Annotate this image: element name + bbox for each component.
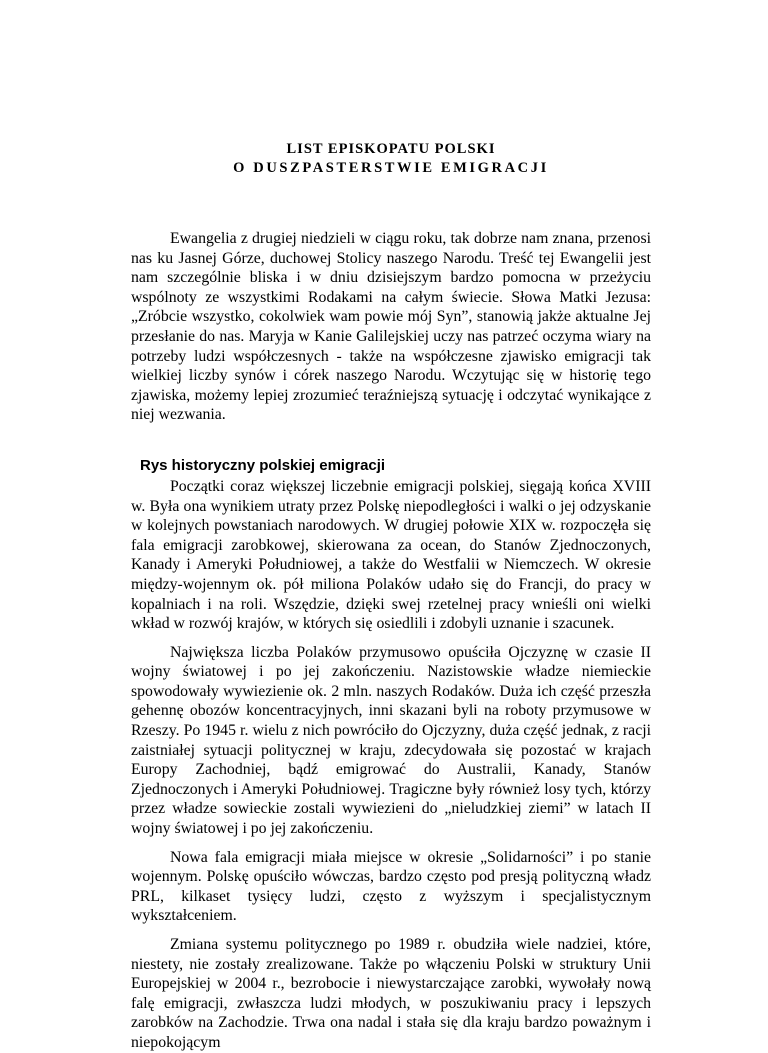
- section-heading: Rys historyczny polskiej emigracji: [140, 456, 386, 474]
- document-page: [131, 140, 651, 1053]
- body-paragraph: Początki coraz większej liczebnie emigracji polskiej, sięgają końca XVIII w. Była ona wynikiem utraty przez Polskę niepodległości i walki o jej odzyskanie w kolejnych powstaniach narodowych. W drugiej połowie XIX w. rozpoczęła się fala emigracji zarobkowej, skierowana za ocean, do Stanów Zjednoczonych, Kanady i Ameryki Południowej, a także do Westfalii w Niemczech. W okresie między-wojennym ok. pół miliona Polaków udało się do Francji, do pracy w kopalniach i na roli. Wszędzie, dzięki swej rzetelnej pracy wnieśli oni wielki wkład w rozwój krajów, w których się osiedlili i zdobyli uznanie i szacunek.: [131, 477, 651, 633]
- title-line-2: O DUSZPASTERSTWIE EMIGRACJI: [233, 160, 549, 176]
- intro-paragraph: Ewangelia z drugiej niedzieli w ciągu roku, tak dobrze nam znana, przenosi nas ku Jasnej Górze, duchowej Stolicy naszego Narodu. Treść tej Ewangelii jest nam szczególnie bliska i w dniu dzisiejszym bardzo pomocna w przeżyciu wspólnoty ze wszystkimi Rodakami na całym świecie. Słowa Matki Jezusa: „Zróbcie wszystko, cokolwiek wam powie mój Syn”, stanowią jakże aktualne Jej przesłanie do nas. Maryja w Kanie Galilejskiej uczy nas patrzeć oczyma wiary na potrzeby ludzi współczesnych - także na współczesne zjawisko emigracji tak wielkiej liczby synów i córek naszego Narodu. Wczytując się w historię tego zjawiska, możemy lepiej zrozumieć teraźniejszą sytuację i odczytać wynikające z niej wezwania.: [131, 230, 651, 424]
- body-paragraph: Zmiana systemu politycznego po 1989 r. obudziła wiele nadziei, które, niestety, nie zostały zrealizowane. Także po włączeniu Polski w struktury Unii Europejskiej w 2004 r., bezrobocie i niewystarczające zarobki, wywołały nową falę emigracji, zwłaszcza ludzi młodych, w poszukiwaniu pracy i lepszych zarobków na Zachodzie. Trwa ona nadal i stała się dla kraju bardzo poważnym i niepokojącym: [131, 936, 651, 1051]
- body-paragraph: Nowa fala emigracji miała miejsce w okresie „Solidarności” i po stanie wojennym. Polskę opuściło wówczas, bardzo często pod presją polityczną władz PRL, kilkaset tysięcy ludzi, często z wyższym i specjalistycznym wykształceniem.: [131, 848, 651, 925]
- body-paragraph: Największa liczba Polaków przymusowo opuściła Ojczyznę w czasie II wojny światowej i po jej zakończeniu. Nazistowskie władze niemieckie spowodowały wywiezienie ok. 2 mln. naszych Rodaków. Duża ich część przeszła gehennę obozów koncentracyjnych, inni skazani byli na roboty przymusowe w Rzeszy. Po 1945 r. wielu z nich powróciło do Ojczyzny, duża część jednak, z racji zaistniałej sytuacji politycznej w kraju, zdecydowała się pozostać w krajach Europy Zachodniej, bądź emigrować do Australii, Kanady, Stanów Zjednoczonych i Ameryki Południowej. Tragiczne były również losy tych, którzy przez władze sowieckie zostali wywiezieni do „nieludzkiej ziemi” w latach II wojny światowej i po jej zakończeniu.: [131, 643, 651, 838]
- title-line-1: LIST EPISKOPATU POLSKI: [286, 141, 496, 157]
- document-title: [131, 140, 651, 178]
